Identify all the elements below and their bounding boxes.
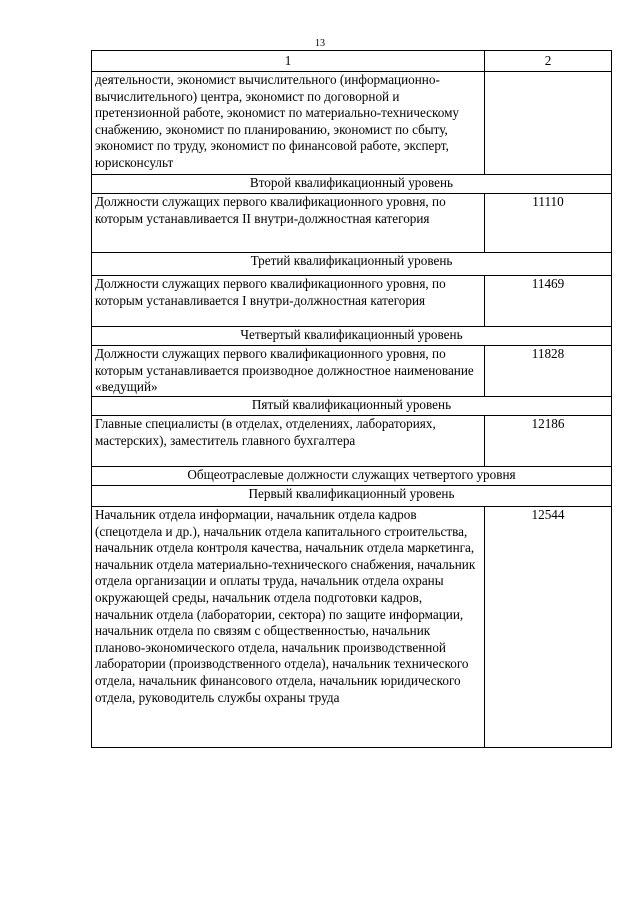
position-description: Должности служащих первого квалификационного уровня, по которым устанавливается I внутри-должностная категория <box>92 276 485 327</box>
table-header-row <box>92 51 612 72</box>
salary-value: 11469 <box>485 276 612 327</box>
page-number: 13 <box>315 38 325 49</box>
section-row <box>92 397 612 416</box>
salary-value: 11828 <box>485 346 612 397</box>
table-row <box>92 507 612 748</box>
table-row <box>92 276 612 327</box>
section-row <box>92 327 612 346</box>
section-title: Пятый квалификационный уровень <box>92 397 612 416</box>
section-row <box>92 175 612 194</box>
section-title: Третий квалификационный уровень <box>92 253 612 276</box>
position-description: деятельности, экономист вычислительного (информационно-вычислительного) центра, экономист по договорной и претензионной работе, экономист по материально-техническому снабжению, экономист по планированию, экономист по сбыту, экономист по труду, экономист по финансовой работе, эксперт, юрисконсульт <box>92 72 485 175</box>
column-header-2: 2 <box>485 51 612 72</box>
section-title: Четвертый квалификационный уровень <box>92 327 612 346</box>
table-row <box>92 416 612 467</box>
section-title: Общеотраслевые должности служащих четвертого уровня <box>92 467 612 486</box>
section-title: Первый квалификационный уровень <box>92 486 612 507</box>
table-row <box>92 346 612 397</box>
qualification-table <box>91 50 612 748</box>
position-description: Начальник отдела информации, начальник отдела кадров (спецотдела и др.), начальник отдела капитального строительства, начальник отдела контроля качества, начальник отдела маркетинга, начальник отдела материально-технического снабжения, начальник отдела организации и оплаты труда, начальник отдела охраны окружающей среды, начальник отдела подготовки кадров, начальник отдела (лаборатории, сектора) по защите информации, начальник отдела по связям с общественностью, начальник планово-экономического отдела, начальник производственной лаборатории (производственного отдела), начальник технического отдела, начальник финансового отдела, начальник юридического отдела, руководитель службы охраны труда <box>92 507 485 748</box>
section-title: Второй квалификационный уровень <box>92 175 612 194</box>
table-row <box>92 194 612 253</box>
salary-value: 12544 <box>485 507 612 748</box>
salary-value: 11110 <box>485 194 612 253</box>
position-description: Должности служащих первого квалификационного уровня, по которым устанавливается II внутри-должностная категория <box>92 194 485 253</box>
position-description: Главные специалисты (в отделах, отделениях, лабораториях, мастерских), заместитель главного бухгалтера <box>92 416 485 467</box>
salary-value <box>485 72 612 175</box>
table-row <box>92 72 612 175</box>
column-header-1: 1 <box>92 51 485 72</box>
section-row <box>92 467 612 486</box>
section-row <box>92 486 612 507</box>
position-description: Должности служащих первого квалификационного уровня, по которым устанавливается производное должностное наименование «ведущий» <box>92 346 485 397</box>
section-row <box>92 253 612 276</box>
salary-value: 12186 <box>485 416 612 467</box>
